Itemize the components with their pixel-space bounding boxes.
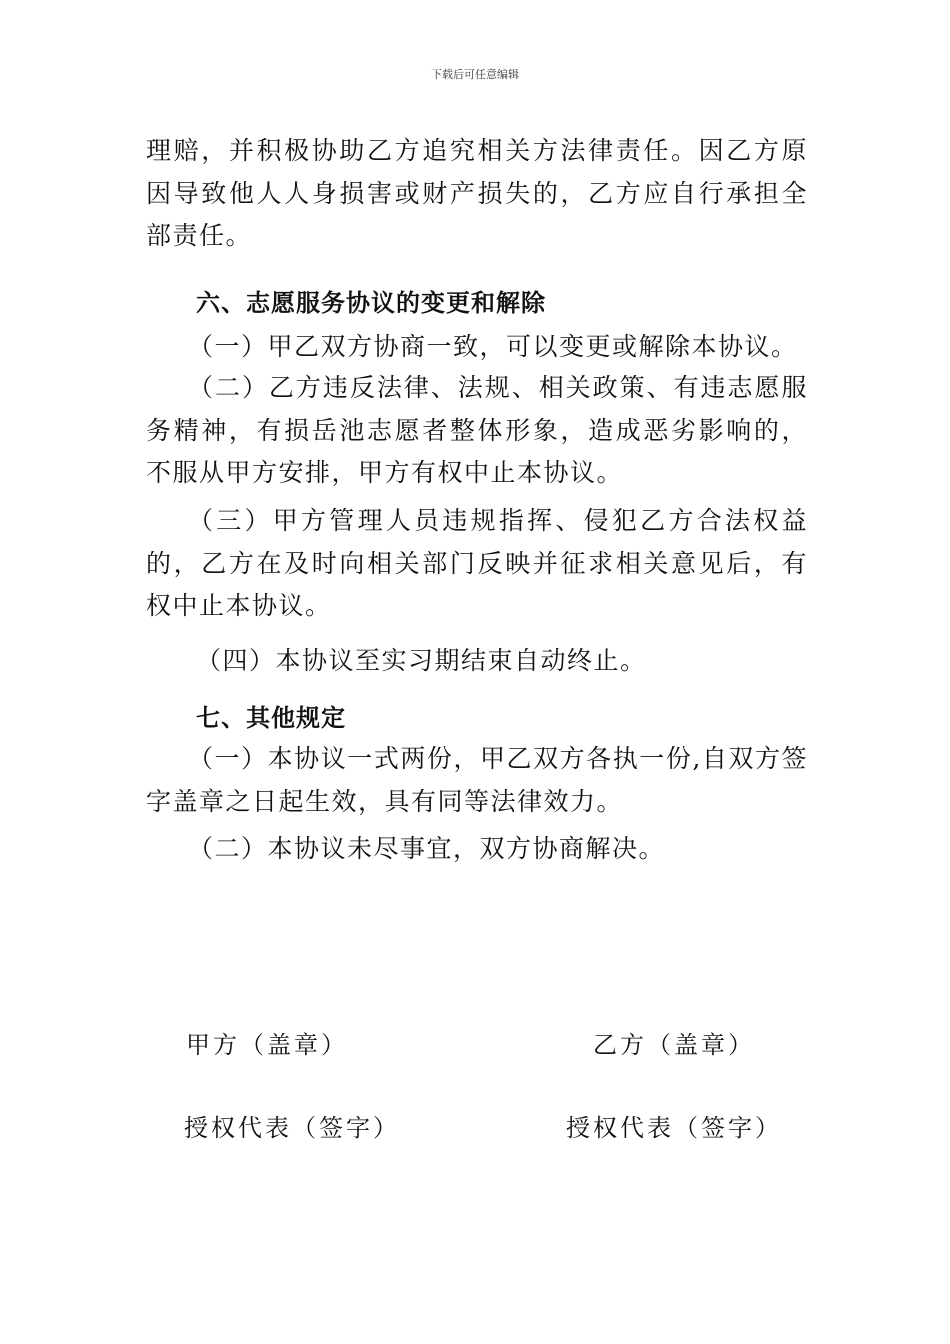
section-7-heading: 七、其他规定 (196, 704, 346, 732)
section-7-item-2: （二）本协议未尽事宜，双方协商解决。 (188, 834, 666, 863)
section-6-item-1: （一）甲乙双方协商一致，可以变更或解除本协议。 (188, 332, 798, 361)
party-a-representative-label: 授权代表（签字） (184, 1114, 400, 1142)
party-b-representative-label: 授权代表（签字） (566, 1114, 782, 1142)
party-a-seal-label: 甲方（盖章） (186, 1031, 348, 1059)
page-header: 下载后可任意编辑 (431, 68, 519, 81)
section-6-item-2: （二）乙方违反法律、法规、相关政策、有违志愿服务精神，有损岳池志愿者整体形象，造成恶劣影响的，不服从甲方安排，甲方有权中止本协议。 (146, 373, 808, 487)
section-6-heading: 六、志愿服务协议的变更和解除 (196, 289, 546, 317)
section-6-item-3: （三）甲方管理人员违规指挥、侵犯乙方合法权益的，乙方在及时向相关部门反映并征求相关意见后，有权中止本协议。 (146, 506, 808, 620)
party-b-seal-label: 乙方（盖章） (593, 1031, 755, 1059)
section-6-item-4: （四）本协议至实习期结束自动终止。 (196, 646, 647, 675)
continuation-paragraph: 理赔，并积极协助乙方追究相关方法律责任。因乙方原因导致他人人身损害或财产损失的，乙方应自行承担全部责任。 (146, 136, 808, 250)
section-7-item-1: （一）本协议一式两份，甲乙双方各执一份,自双方签字盖章之日起生效，具有同等法律效力。 (146, 744, 808, 816)
